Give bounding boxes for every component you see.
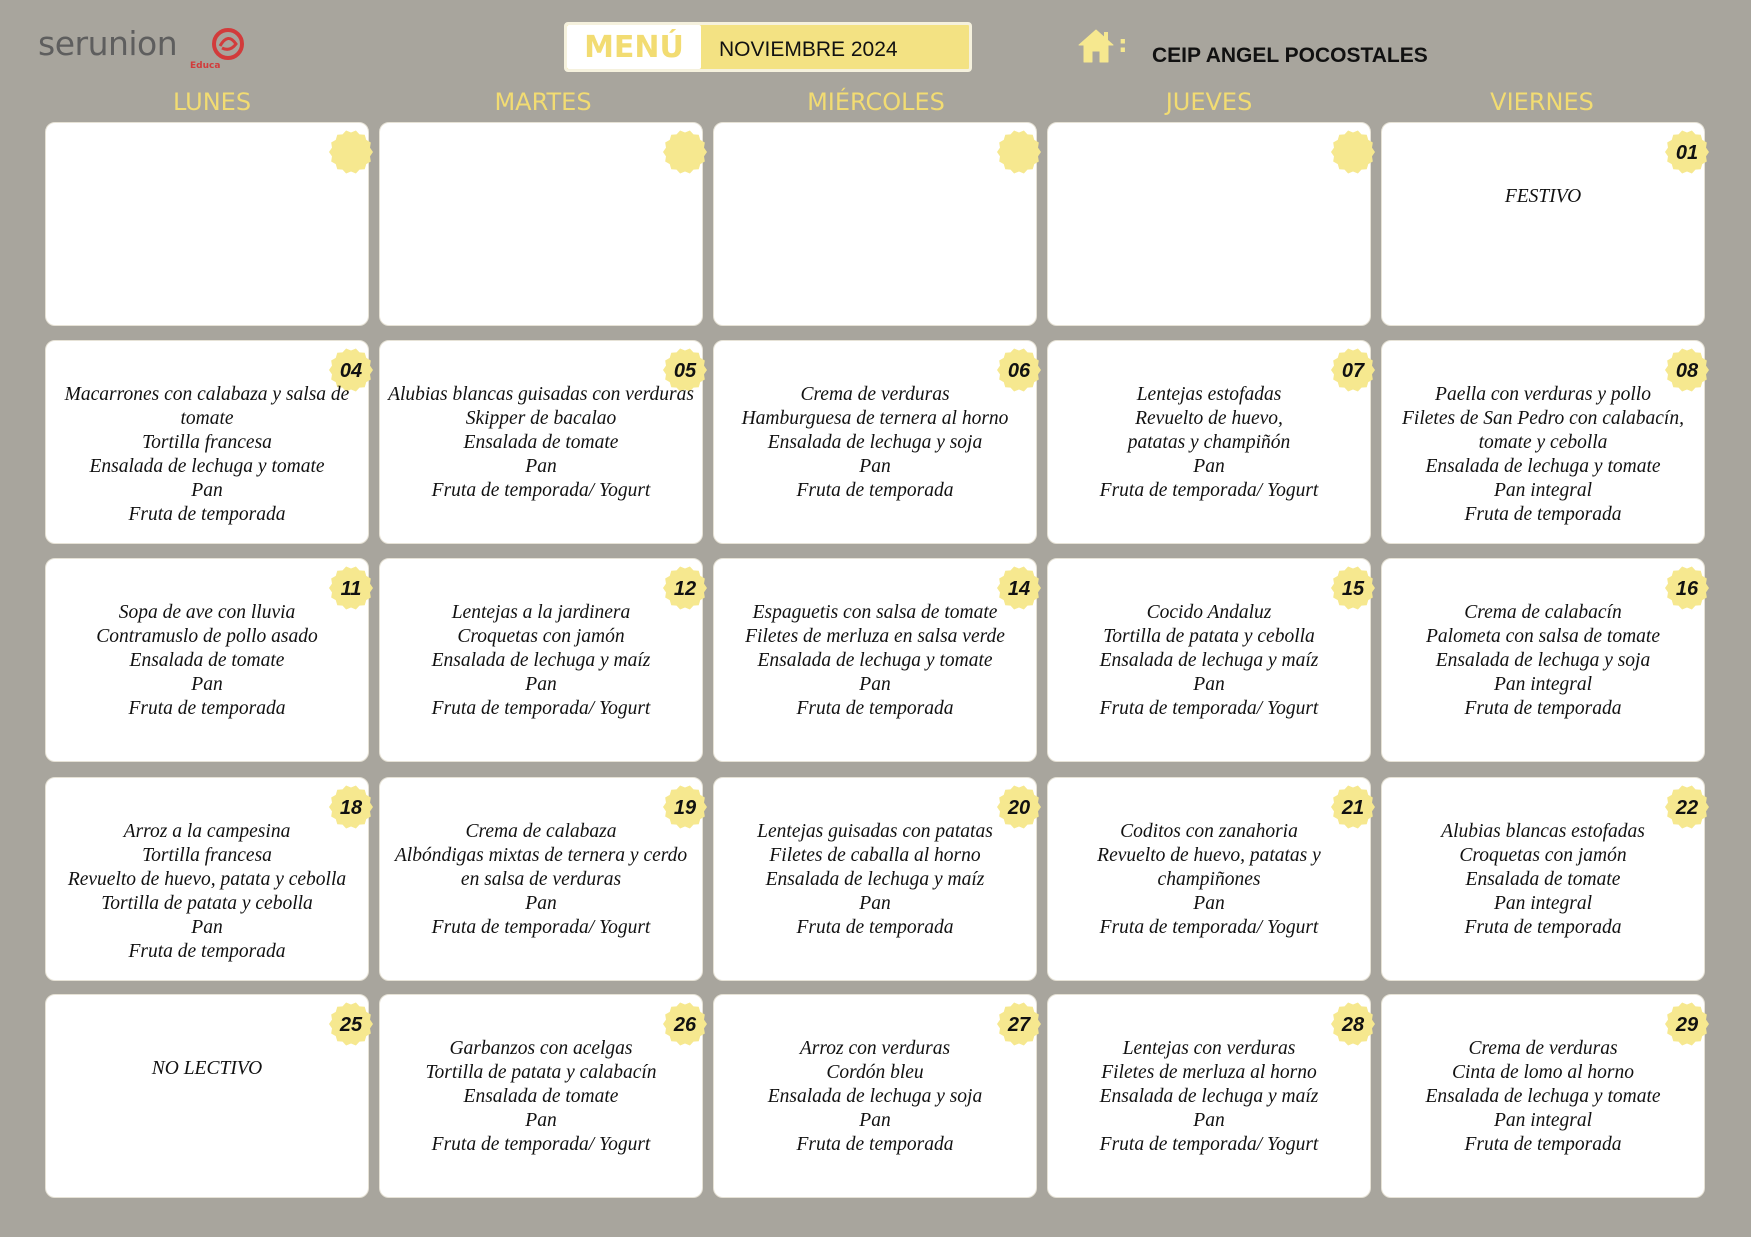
dish-item: Pan [525, 1110, 557, 1131]
dish-item: Fruta de temporada [1464, 504, 1622, 525]
dish-item: Filetes de caballa al horno [769, 845, 981, 866]
dish-list [720, 601, 1030, 721]
dish-list [386, 601, 696, 721]
dish-item: Pan [859, 1110, 891, 1131]
dish-list [1388, 820, 1698, 940]
dish-item: Arroz a la campesina [123, 821, 291, 842]
dish-item: Alubias blancas guisadas con verduras [388, 384, 694, 405]
dish-item: Ensalada de lechuga y maíz [765, 869, 985, 890]
dish-item: Ensalada de lechuga y tomate [1425, 456, 1661, 477]
date-badge [328, 129, 374, 175]
dish-list [720, 383, 1030, 503]
day-cell [1381, 777, 1705, 981]
date-number: 04 [339, 360, 363, 382]
dish-item: Fruta de temporada [1464, 698, 1622, 719]
date-number: 11 [340, 578, 362, 600]
date-number: 27 [1007, 1014, 1031, 1036]
dish-item: Crema de verduras [1468, 1038, 1618, 1059]
dish-item: Contramuslo de pollo asado [96, 626, 318, 647]
dish-item: Pan [1193, 456, 1225, 477]
dish-item: Crema de verduras [800, 384, 950, 405]
date-number: 14 [1007, 578, 1031, 600]
date-badge [1664, 129, 1710, 175]
dish-list [52, 820, 362, 964]
dish-item: Lentejas estofadas [1136, 384, 1282, 405]
dish-item: Pan [1193, 1110, 1225, 1131]
date-number: 18 [339, 797, 363, 819]
date-badge [1330, 129, 1376, 175]
dish-list [720, 820, 1030, 940]
dish-item: Lentejas guisadas con patatas [757, 821, 993, 842]
dish-list [52, 1057, 362, 1081]
dish-item: Skipper de bacalao [465, 408, 617, 429]
date-number: 08 [1675, 360, 1699, 382]
dish-item: Cocido Andaluz [1146, 602, 1272, 623]
dish-item: Pan [859, 674, 891, 695]
day-cell [45, 777, 369, 981]
dish-item: Paella con verduras y pollo [1435, 384, 1651, 405]
date-badge [996, 129, 1042, 175]
dish-item: Pan integral [1493, 480, 1593, 501]
dish-item: Ensalada de lechuga y soja [767, 432, 983, 453]
date-number: 16 [1675, 578, 1699, 600]
dish-item: Fruta de temporada/ Yogurt [431, 698, 651, 719]
date-number: 22 [1675, 797, 1699, 819]
date-number: 21 [1341, 797, 1365, 819]
dish-item: Revuelto de huevo, patata y cebolla [67, 869, 347, 890]
dish-item: Ensalada de lechuga y maíz [431, 650, 651, 671]
weekday-header: JUEVES [1165, 88, 1253, 116]
dish-item: Ensalada de lechuga y soja [1435, 650, 1651, 671]
dish-item: Fruta de temporada [128, 504, 286, 525]
dish-item: Fruta de temporada [1464, 1134, 1622, 1155]
dish-item: Pan [191, 674, 223, 695]
date-badge [662, 129, 708, 175]
dish-item: Pan integral [1493, 893, 1593, 914]
date-number: 25 [339, 1014, 363, 1036]
dish-list [1054, 601, 1364, 721]
dish-item: Pan integral [1493, 1110, 1593, 1131]
date-number: 01 [1675, 142, 1699, 164]
dish-item: Alubias blancas estofadas [1441, 821, 1645, 842]
day-cell [1381, 340, 1705, 544]
day-cell [1047, 122, 1371, 326]
home-colon: : [1118, 30, 1128, 58]
dish-item: Pan [191, 917, 223, 938]
school-name: CEIP ANGEL POCOSTALES [1152, 44, 1428, 67]
date-number [662, 129, 708, 175]
dish-list [1388, 601, 1698, 721]
day-cell [45, 558, 369, 762]
day-cell [379, 122, 703, 326]
month-label: NOVIEMBRE 2024 [719, 38, 898, 61]
dish-item: Fruta de temporada [796, 917, 954, 938]
dish-item: Fruta de temporada/ Yogurt [1099, 917, 1319, 938]
dish-item: Filetes de merluza al horno [1101, 1062, 1317, 1083]
dish-item: Pan [525, 674, 557, 695]
dish-item: Ensalada de lechuga y soja [767, 1086, 983, 1107]
dish-item: Ensalada de lechuga y tomate [89, 456, 325, 477]
dish-item: Garbanzos con acelgas [449, 1038, 633, 1059]
dish-item: Ensalada de lechuga y maíz [1099, 1086, 1319, 1107]
dish-item: Pan [525, 456, 557, 477]
dish-item: Fruta de temporada [128, 941, 286, 962]
dish-list [1388, 383, 1698, 527]
dish-item: Tortilla de patata y cebolla [1103, 626, 1315, 647]
dish-item: Palometa con salsa de tomate [1426, 626, 1660, 647]
dish-list [1388, 1037, 1698, 1157]
dish-item: Pan [525, 893, 557, 914]
dish-item: Fruta de temporada/ Yogurt [1099, 698, 1319, 719]
dish-list [1388, 185, 1698, 209]
dish-item: Pan integral [1493, 674, 1593, 695]
date-number: 06 [1007, 360, 1031, 382]
dish-item: Tortilla de patata y calabacín [425, 1062, 657, 1083]
dish-item: Cordón bleu [826, 1062, 924, 1083]
logo-subtitle: Educa [190, 61, 221, 71]
date-number: 29 [1675, 1014, 1699, 1036]
dish-item: FESTIVO [1504, 186, 1582, 207]
dish-list [386, 383, 696, 503]
day-cell [1381, 558, 1705, 762]
menu-label: MENÚ [567, 25, 701, 69]
dish-item: Tortilla francesa [142, 845, 272, 866]
date-number: 07 [1341, 360, 1365, 382]
dish-item: Pan [859, 893, 891, 914]
dish-item: Cinta de lomo al horno [1451, 1062, 1634, 1083]
dish-item: Fruta de temporada [796, 1134, 954, 1155]
dish-item: Crema de calabacín [1464, 602, 1622, 623]
dish-item: Fruta de temporada [796, 480, 954, 501]
dish-item: Ensalada de tomate [129, 650, 285, 671]
dish-list [1054, 820, 1364, 940]
day-cell [1047, 558, 1371, 762]
dish-item: Ensalada de tomate [463, 1086, 619, 1107]
day-cell [379, 340, 703, 544]
dish-item: Fruta de temporada/ Yogurt [1099, 480, 1319, 501]
date-number [1330, 129, 1376, 175]
day-cell [1381, 994, 1705, 1198]
dish-item: Fruta de temporada/ Yogurt [431, 1134, 651, 1155]
day-cell [1381, 122, 1705, 326]
day-cell [713, 558, 1037, 762]
dish-item: Ensalada de lechuga y tomate [1425, 1086, 1661, 1107]
day-cell [1047, 777, 1371, 981]
dish-item: Ensalada de tomate [463, 432, 619, 453]
date-number: 05 [673, 360, 697, 382]
dish-item: Lentejas a la jardinera [451, 602, 631, 623]
day-cell [45, 122, 369, 326]
dish-item: Pan [1193, 674, 1225, 695]
dish-list [52, 383, 362, 527]
day-cell [713, 777, 1037, 981]
day-cell [379, 558, 703, 762]
dish-item: Ensalada de tomate [1465, 869, 1621, 890]
dish-list [386, 820, 696, 940]
dish-item: Fruta de temporada/ Yogurt [1099, 1134, 1319, 1155]
dish-item: Croquetas con jamón [1459, 845, 1627, 866]
day-cell [713, 122, 1037, 326]
menu-title-box [564, 22, 972, 72]
dish-list [720, 1037, 1030, 1157]
date-badge [328, 1001, 374, 1047]
day-cell [1047, 340, 1371, 544]
dish-item: Ensalada de lechuga y maíz [1099, 650, 1319, 671]
date-number: 20 [1007, 797, 1031, 819]
dish-item: Croquetas con jamón [457, 626, 625, 647]
weekday-header: VIERNES [1490, 88, 1594, 116]
dish-item: Filetes de San Pedro con calabacín, tomate y cebolla [1402, 408, 1684, 453]
dish-item: Arroz con verduras [799, 1038, 951, 1059]
dish-item: Fruta de temporada [1464, 917, 1622, 938]
home-icon [1076, 27, 1116, 65]
date-number [996, 129, 1042, 175]
dish-list [1054, 1037, 1364, 1157]
date-number: 28 [1341, 1014, 1365, 1036]
serunion-logo [38, 24, 258, 72]
date-number [328, 129, 374, 175]
weekday-header: MIÉRCOLES [807, 88, 945, 116]
dish-item: Ensalada de lechuga y tomate [757, 650, 993, 671]
dish-item: Pan [859, 456, 891, 477]
day-cell [379, 994, 703, 1198]
dish-item: NO LECTIVO [151, 1058, 263, 1079]
day-cell [1047, 994, 1371, 1198]
dish-list [1054, 383, 1364, 503]
dish-item: patatas y champiñón [1127, 432, 1291, 453]
dish-item: Revuelto de huevo, [1135, 408, 1283, 429]
day-cell [379, 777, 703, 981]
dish-item: Tortilla de patata y cebolla [101, 893, 313, 914]
logo-wordmark: serunion [38, 24, 178, 63]
date-number: 15 [1341, 578, 1365, 600]
dish-item: Filetes de merluza en salsa verde [745, 626, 1005, 647]
day-cell [713, 340, 1037, 544]
dish-item: Tortilla francesa [142, 432, 272, 453]
date-number: 19 [673, 797, 697, 819]
dish-item: Hamburguesa de ternera al horno [741, 408, 1009, 429]
day-cell [45, 340, 369, 544]
dish-item: Sopa de ave con lluvia [118, 602, 296, 623]
dish-item: Crema de calabaza [465, 821, 617, 842]
day-cell [713, 994, 1037, 1198]
dish-item: Lentejas con verduras [1122, 1038, 1296, 1059]
date-number: 12 [673, 578, 697, 600]
dish-item: Macarrones con calabaza y salsa de tomate [64, 384, 350, 429]
dish-item: Fruta de temporada [796, 698, 954, 719]
dish-item: Fruta de temporada/ Yogurt [431, 917, 651, 938]
weekday-header: MARTES [494, 88, 592, 116]
dish-item: Albóndigas mixtas de ternera y cerdo en salsa de verduras [394, 845, 688, 890]
day-cell [45, 994, 369, 1198]
dish-list [52, 601, 362, 721]
dish-item: Coditos con zanahoria [1120, 821, 1298, 842]
weekday-header: LUNES [172, 88, 252, 116]
dish-item: Espaguetis con salsa de tomate [752, 602, 998, 623]
dish-item: Pan [191, 480, 223, 501]
dish-list [386, 1037, 696, 1157]
dish-item: Revuelto de huevo, patatas y champiñones [1097, 845, 1321, 890]
dish-item: Pan [1193, 893, 1225, 914]
date-number: 26 [673, 1014, 697, 1036]
dish-item: Fruta de temporada [128, 698, 286, 719]
logo-swirl-icon [210, 26, 246, 62]
dish-item: Fruta de temporada/ Yogurt [431, 480, 651, 501]
